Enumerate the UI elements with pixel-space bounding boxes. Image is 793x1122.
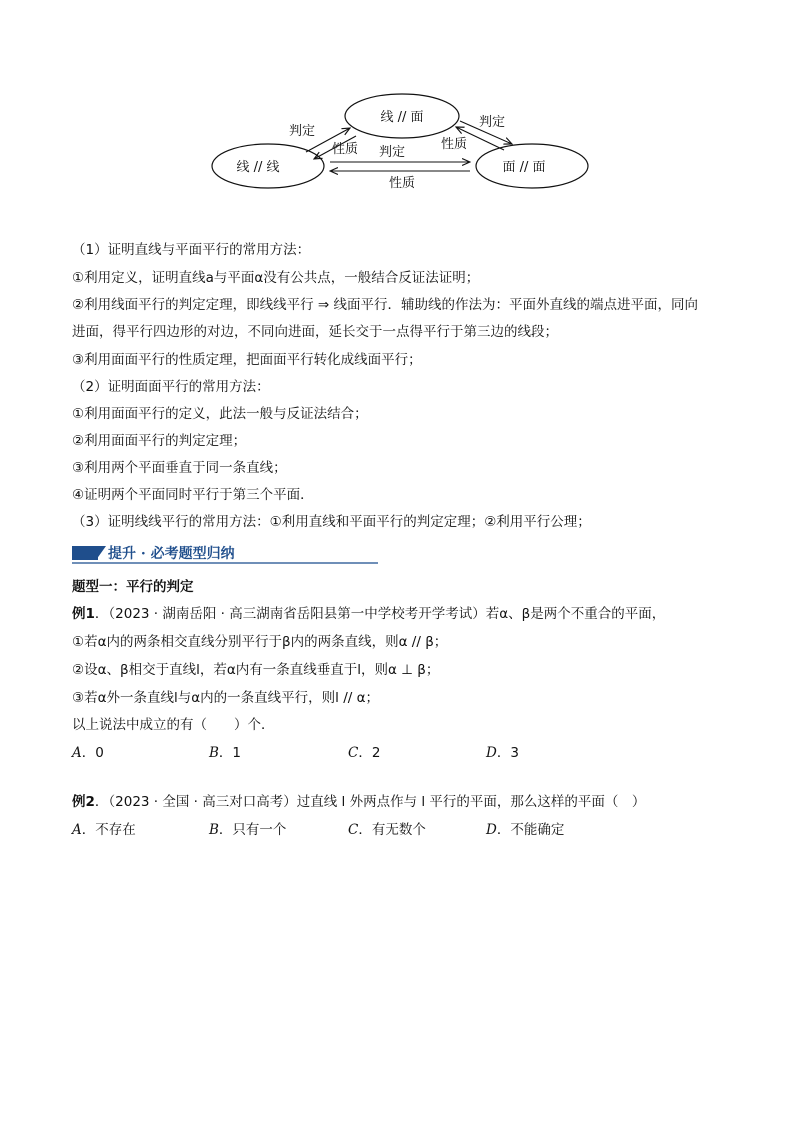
example2-choice-c[interactable]: [348, 820, 426, 840]
choice-text: ．1: [218, 745, 242, 761]
section2-item3: ③利用两个平面垂直于同一条直线；: [72, 460, 287, 476]
section-banner: [72, 542, 378, 564]
label-ll-to-pp: 判定: [378, 145, 406, 160]
choice-text: ．只有一个: [218, 822, 287, 838]
label-pp-to-lp: 性质: [440, 137, 468, 152]
choice-text: ．不能确定: [496, 822, 565, 838]
example2-header: [72, 792, 645, 812]
section1-item2-b: 进面，得平行四边形的对边，不同向进面，延长交于一点得平行于第三边的线段；: [72, 324, 558, 340]
node-line-plane: 线 // 面: [380, 110, 424, 125]
label-lp-to-ll: 性质: [331, 142, 359, 157]
example1-header: [72, 604, 665, 624]
example1-source: ．（2023 · 湖南岳阳 · 高三湖南省岳阳县第一中学校考开学考试）若α、β是两个不重合的平面，: [94, 606, 666, 622]
choice-text: ．2: [358, 745, 381, 761]
banner-bar: [72, 546, 98, 560]
example2-label: 例2: [72, 794, 95, 810]
example2-choice-a[interactable]: [72, 820, 136, 840]
section2-item2: ②利用面面平行的判定定理；: [72, 433, 247, 449]
choice-letter: A: [72, 745, 82, 761]
choice-text: ．3: [496, 745, 519, 761]
section1-item1: ①利用定义，证明直线a与平面α没有公共点，一般结合反证法证明；: [72, 270, 480, 286]
example1-choice-c[interactable]: [348, 743, 380, 763]
label-lp-to-pp: 判定: [478, 115, 506, 130]
example1-label: 例1: [72, 606, 95, 622]
example2-choice-b[interactable]: [209, 820, 286, 840]
section1-item2-a: ②利用线面平行的判定定理，即线线平行 ⇒ 线面平行．辅助线的作法为：平面外直线的端点进平面，同向: [72, 297, 698, 313]
example2-choice-d[interactable]: [486, 820, 564, 840]
example1-choice-b[interactable]: [209, 743, 241, 763]
choice-letter: C: [348, 745, 359, 761]
label-pp-to-ll: 性质: [388, 176, 416, 191]
section2-item1: ①利用面面平行的定义，此法一般与反证法结合；: [72, 406, 368, 422]
choice-text: ．不存在: [81, 822, 136, 838]
example1-question: 以上说法中成立的有（ ）个．: [72, 717, 275, 733]
choice-text: ．有无数个: [358, 822, 426, 838]
section3-title: （3）证明线线平行的常用方法：①利用直线和平面平行的判定定理；②利用平行公理；: [72, 514, 591, 530]
example1-statement3: ③若α外一条直线l与α内的一条直线平行，则l // α；: [72, 690, 379, 706]
label-ll-to-lp: 判定: [288, 124, 316, 139]
choice-letter: B: [209, 822, 219, 838]
choice-letter: A: [72, 822, 82, 838]
section2-item4: ④证明两个平面同时平行于第三个平面．: [72, 487, 314, 503]
banner-triangle: [96, 546, 106, 560]
choice-letter: D: [486, 745, 497, 761]
node-plane-plane: 面 // 面: [502, 160, 546, 175]
section2-title: （2）证明面面平行的常用方法：: [72, 379, 270, 395]
parallel-relationship-diagram: [0, 0, 793, 210]
section1-item3: ③利用面面平行的性质定理，把面面平行转化成线面平行；: [72, 352, 422, 368]
node-line-line: 线 // 线: [236, 160, 280, 175]
example1-choice-a[interactable]: [72, 743, 104, 763]
choice-text: ．0: [81, 745, 104, 761]
choice-letter: D: [486, 822, 497, 838]
choice-letter: B: [209, 745, 219, 761]
banner-label: 提升 · 必考题型归纳: [108, 546, 235, 562]
type1-title: 题型一：平行的判定: [72, 579, 194, 595]
banner-underline: [72, 562, 378, 564]
example1-choice-d[interactable]: [486, 743, 519, 763]
example2-source: ．（2023 · 全国 · 高三对口高考）过直线 l 外两点作与 l 平行的平面，那么这样的平面（ ）: [94, 794, 646, 810]
example1-statement2: ②设α、β相交于直线l，若α内有一条直线垂直于l，则α ⊥ β；: [72, 662, 440, 678]
example1-statement1: ①若α内的两条相交直线分别平行于β内的两条直线，则α // β；: [72, 634, 448, 650]
choice-letter: C: [348, 822, 359, 838]
section1-title: （1）证明直线与平面平行的常用方法：: [72, 242, 311, 258]
